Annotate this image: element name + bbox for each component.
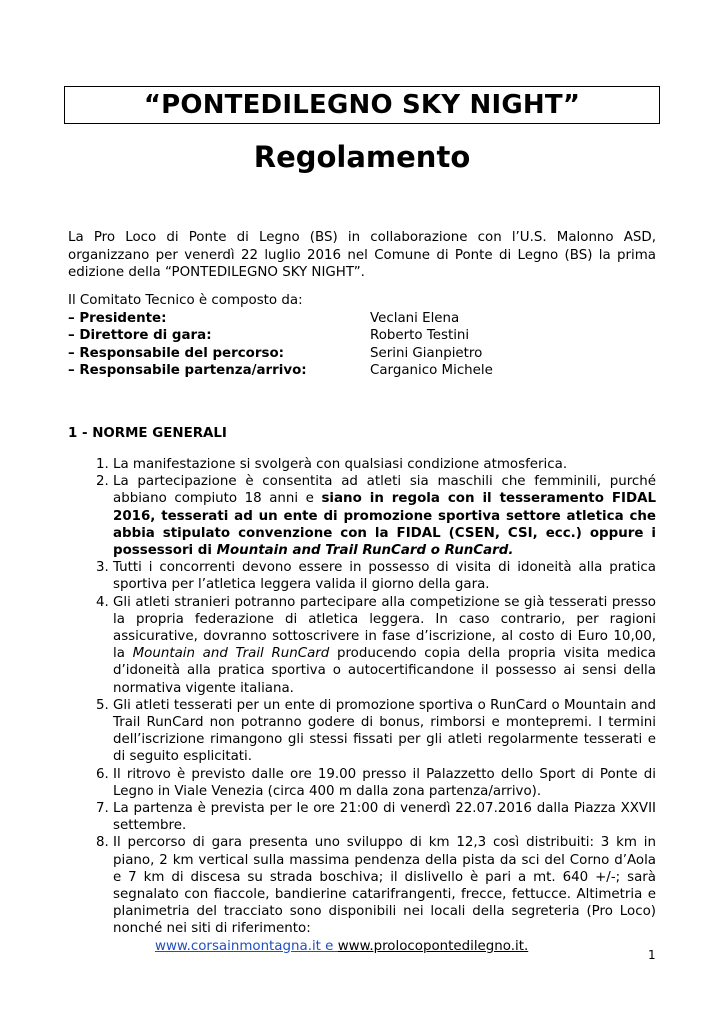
- rule-item: [113, 559, 656, 593]
- rules-list: [68, 456, 656, 955]
- rule-text-bold-italic: Mountain and Trail RunCard o RunCard.: [216, 543, 514, 559]
- rule-item: [113, 766, 656, 800]
- committee-member: Carganico Michele: [370, 363, 493, 378]
- rule-text: La partecipazione è consentita ad atleti sia maschili che femminili, purché abbiano compiuto 18 anni e: [113, 474, 656, 507]
- link-prolocopontedilegno[interactable]: www.prolocopontedilegno.it.: [337, 938, 529, 954]
- rule-item: [113, 473, 656, 559]
- rule-text: Gli atleti tesserati per un ente di promozione sportiva o RunCard o Mountain and Trail RunCard non potranno godere di bonus, rimborsi e montepremi. I termini dell’iscrizione rimangono gli stessi fissati per gli atleti regolarmente tesserati e di seguito esplicitati.: [113, 697, 656, 765]
- committee-member: Veclani Elena: [370, 310, 460, 326]
- rule-item: [113, 594, 656, 697]
- committee-heading: Il Comitato Tecnico è composto da:: [68, 293, 303, 308]
- rule-text: producendo copia della propria visita medica d’idoneità alla pratica sportiva o autocertificandone il possesso ai sensi della normativa vigente italiana.: [113, 646, 657, 696]
- committee-role: – Responsabile partenza/arrivo:: [68, 363, 307, 378]
- intro-paragraph: La Pro Loco di Ponte di Legno (BS) in collaborazione con l’U.S. Malonno ASD, organizzano per venerdì 22 luglio 2016 nel Comune di Ponte di Legno (BS) la prima edizione della “PONTEDILEGNO SKY NIGHT”.: [68, 230, 656, 280]
- committee-row: [68, 327, 656, 345]
- rule-text: La partenza è prevista per le ore 21:00 di venerdì 22.07.2016 dalla Piazza XXVII settembre.: [113, 801, 656, 834]
- link-corsainmontagna[interactable]: www.corsainmontagna.it e: [155, 938, 338, 954]
- committee-member: Serini Gianpietro: [370, 345, 483, 361]
- committee-role: – Direttore di gara:: [68, 328, 212, 343]
- rule-text: Il ritrovo è previsto dalle ore 19.00 presso il Palazzetto dello Sport di Ponte di Legno in Viale Venezia (circa 400 m dalla zona partenza/arrivo).: [113, 766, 656, 799]
- rule-item: [113, 834, 656, 954]
- section-title: 1 - NORME GENERALI: [68, 426, 227, 441]
- committee-role: – Presidente:: [68, 310, 167, 326]
- committee-row: [68, 345, 656, 363]
- committee-member: Roberto Testini: [370, 328, 470, 343]
- rule-item: [113, 456, 656, 473]
- rule-text: Il percorso di gara presenta uno sviluppo di km 12,3 così distribuiti: 3 km in piano, 2 km vertical sulla massima pendenza della pista da sci del Corno d’Aola e 7 km di discesa su strada boschiva; il dislivello è pari a mt. 640 +/-; sarà segnalato con fiaccole, bandierine catarifrangenti, frecce, fettucce. Altimetria e planimetria del tracciato sono disponibili nei locali della segreteria (Pro Loco) nonché nei siti di riferimento:: [113, 835, 656, 937]
- rule-text-italic: Mountain and Trail RunCard: [132, 646, 330, 662]
- title-box: [64, 86, 660, 124]
- committee-row: [68, 362, 656, 380]
- rule-text: La manifestazione si svolgerà con qualsiasi condizione atmosferica.: [113, 457, 568, 472]
- committee-row: [68, 310, 656, 328]
- committee-role: – Responsabile del percorso:: [68, 345, 285, 361]
- rule-text: Tutti i concorrenti devono essere in possesso di visita di idoneità alla pratica sportiva per l’atletica leggera valida il giorno della gara.: [113, 560, 656, 593]
- rule-text-bold: siano in regola con il tesseramento FIDAL 2016, tesserati ad un ente di promozione sportiva settore atletica che abbia stipulato convenzione con la FIDAL (CSEN, CSI, ecc.) oppure i possessori di: [113, 491, 656, 559]
- rule-item: [113, 697, 656, 766]
- document-subtitle: Regolamento: [253, 140, 471, 174]
- page-number: 1: [648, 948, 656, 962]
- links-line: [113, 938, 656, 955]
- document-title: “PONTEDILEGNO SKY NIGHT”: [143, 90, 581, 120]
- rule-item: [113, 800, 656, 834]
- rule-text: Gli atleti stranieri potranno partecipare alla competizione se già tesserati presso la propria federazione di atletica leggera. In caso contrario, per ragioni assicurative, dovranno sottoscrivere in fase d’iscrizione, al costo di Euro 10,00, la: [113, 594, 656, 662]
- committee-block: [68, 292, 656, 380]
